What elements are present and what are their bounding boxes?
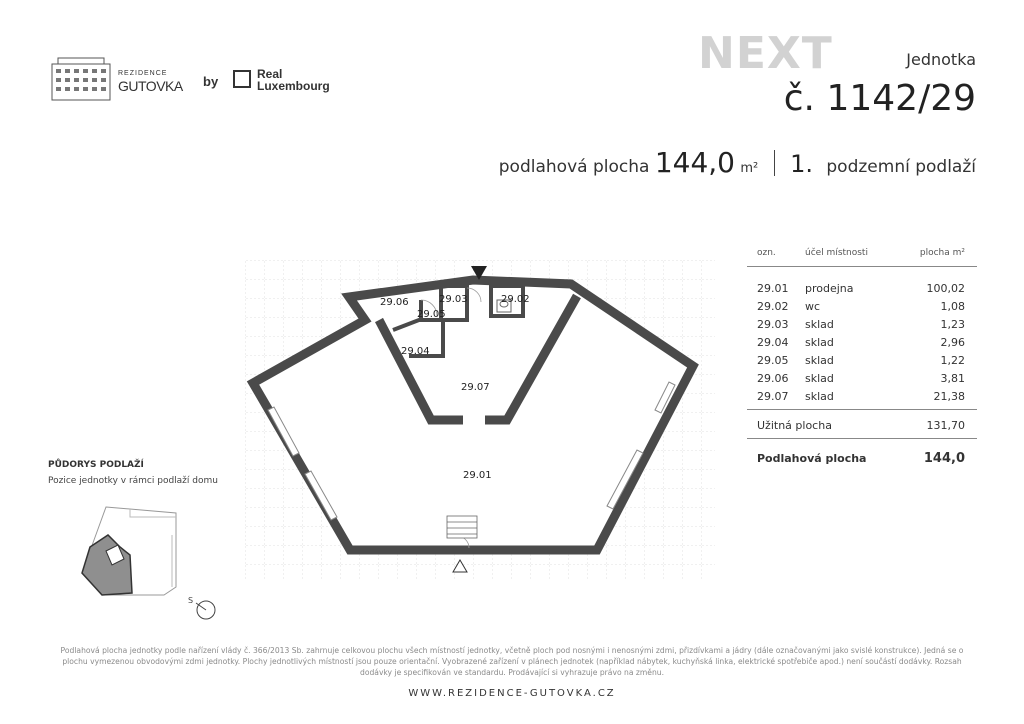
residence-name: GUTOVKA <box>118 78 183 94</box>
table-row <box>747 351 977 369</box>
table-row <box>747 315 977 333</box>
unit-number: č. 1142/29 <box>783 78 976 119</box>
table-row <box>747 333 977 351</box>
table-header <box>747 248 977 267</box>
partner-line2: Luxembourg <box>257 79 330 93</box>
room-id: 29.05 <box>757 353 789 367</box>
website-link[interactable]: WWW.REZIDENCE-GUTOVKA.CZ <box>408 688 616 699</box>
room-area: 100,02 <box>926 281 965 295</box>
room-purpose: sklad <box>805 389 834 403</box>
room-area: 1,08 <box>940 299 965 313</box>
room-label-2905: 29.05 <box>417 309 446 320</box>
room-purpose: sklad <box>805 335 834 349</box>
room-id: 29.02 <box>757 299 789 313</box>
room-purpose: sklad <box>805 371 834 385</box>
col-purpose: účel místnosti <box>805 248 895 267</box>
compass-icon <box>194 598 218 622</box>
room-area: 21,38 <box>933 389 965 403</box>
footer-note <box>40 645 984 678</box>
table-row <box>747 297 977 315</box>
unit-label: Jednotka <box>906 50 976 69</box>
room-id: 29.03 <box>757 317 789 331</box>
room-area: 1,23 <box>940 317 965 331</box>
floor-overview-subtitle: Pozice jednotky v rámci podlaží domu <box>48 476 218 486</box>
room-purpose: sklad <box>805 317 834 331</box>
partner-square-icon <box>233 70 251 88</box>
unit-highlight <box>82 535 132 595</box>
partner-line1: Real <box>257 67 283 81</box>
stairs-icon <box>447 516 477 538</box>
room-label-2902: 29.02 <box>501 294 530 305</box>
floor-area-total-value: 144,0 <box>895 439 977 471</box>
room-label-2906: 29.06 <box>380 297 409 308</box>
usable-area-value: 131,70 <box>895 410 977 439</box>
floor-plan <box>245 260 715 580</box>
floor-name: podzemní podlaží <box>826 157 976 177</box>
floor-overview-title: PŮDORYS PODLAŽÍ <box>48 460 144 470</box>
footer-note-line1: Podlahová plocha jednotky podle nařízení vlády č. 366/2013 Sb. zahrnuje celkovou plochu všech místností jednotky, včetně ploch pod nosnými i nenosnými zdmi, přizdívkami a jádry (dále označovanými jako svislé konstrukce). Jedná se o <box>60 646 964 655</box>
residence-logo <box>50 56 185 102</box>
room-id: 29.01 <box>757 281 789 295</box>
room-purpose: sklad <box>805 353 834 367</box>
room-area: 3,81 <box>940 371 965 385</box>
building-icon <box>50 56 114 102</box>
room-purpose: prodejna <box>805 281 854 295</box>
floor-area-row <box>747 439 977 471</box>
col-area: plocha m² <box>895 248 977 267</box>
room-label-2907: 29.07 <box>461 382 490 393</box>
room-purpose: wc <box>805 299 821 313</box>
room-id: 29.04 <box>757 335 789 349</box>
compass <box>188 596 218 620</box>
room-area: 2,96 <box>940 335 965 349</box>
floor-number: 1. <box>790 150 813 178</box>
floor-area-total-label: Podlahová plocha <box>747 439 895 471</box>
by-label: by <box>203 74 219 89</box>
room-id: 29.07 <box>757 389 789 403</box>
room-id: 29.06 <box>757 371 789 385</box>
table-row <box>747 387 977 410</box>
footer-note-line2: plochu vymezenou obvodovými zdmi jednotky. Plochy jednotlivých místností jsou pouze orientační. Vyobrazené zařízení v plánech jednotek (například nábytek, kuchyňská linka, elektrické spotřebiče apod.) není součástí dodávky. Rozsah <box>62 657 962 666</box>
footer-note-line3: dodávky je specifikován ve standardu. Prodávající si vyhrazuje právo na změnu. <box>360 668 664 677</box>
rooms-table-wrap <box>747 248 977 470</box>
usable-area-row <box>747 410 977 439</box>
floor-area-label: podlahová plocha <box>498 157 650 177</box>
rooms-table <box>747 248 977 470</box>
floor-area-unit: m² <box>740 161 759 176</box>
room-label-2903: 29.03 <box>439 294 468 305</box>
floor-area-line <box>499 146 976 179</box>
usable-area-label: Užitná plocha <box>747 410 895 439</box>
residence-label: REZIDENCE <box>118 70 168 77</box>
room-label-2904: 29.04 <box>401 346 430 357</box>
floor-area-value: 144,0 <box>654 146 735 179</box>
agency-logo: NEXT <box>698 28 833 79</box>
room-area: 1,22 <box>940 353 965 367</box>
col-id: ozn. <box>747 248 805 267</box>
room-label-2901: 29.01 <box>463 470 492 481</box>
table-row <box>747 369 977 387</box>
compass-north-label: S <box>188 596 194 605</box>
divider <box>774 150 775 176</box>
table-row <box>747 279 977 297</box>
